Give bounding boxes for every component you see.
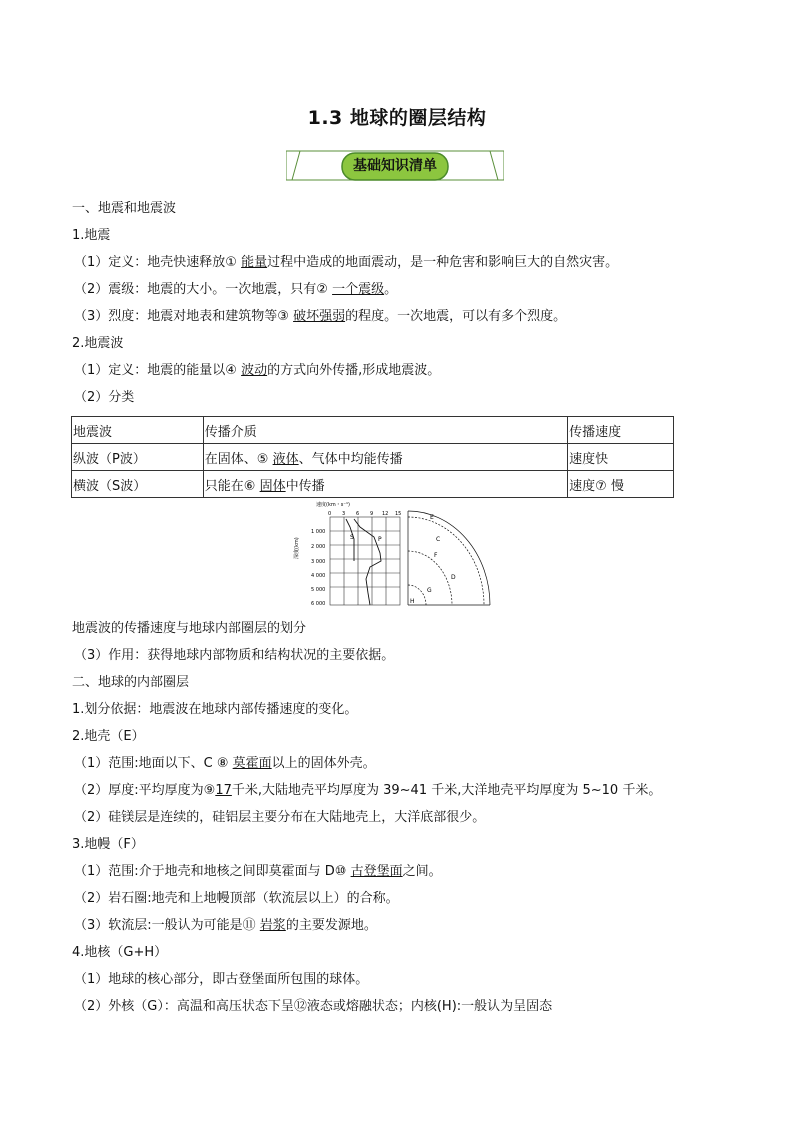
text: （1）范围:介于地壳和地核之间即莫霍面与 D⑩ [74,864,347,879]
text: 以上的固体外壳。 [271,756,376,771]
outer-inner-core-line: （2）外核（G）：高温和高压状态下呈⑫液态或熔融状态；内核(H):一般认为呈固态 [74,999,553,1014]
subheading-mantle: 3.地幔（F） [72,837,144,852]
text: 过程中造成的地面震动，是一种危害和影响巨大的自然灾害。 [267,255,619,270]
answer-8: 莫霍面 [232,756,272,771]
subheading-core: 4.地核（G+H） [72,945,168,960]
section-banner [286,147,504,185]
text: （1）定义：地震的能量以④ [74,363,237,378]
text: （3）软流层:一般认为可能是⑪ [74,918,256,933]
text: 速度⑦ [569,478,607,494]
intensity-line [74,308,566,326]
earth-layers [408,511,490,605]
table-cell: 横波（S波） [72,471,204,498]
text: 的方式向外传播,形成地震波。 [267,363,441,378]
text: 的程度。一次地震，可以有多个烈度。 [345,309,567,324]
table-cell: 速度快 [568,444,674,471]
x-axis-title: 速度(km・s⁻¹) [316,502,350,508]
y-tick: 2 000 [311,544,326,550]
definition-line [74,254,618,272]
header-cell: 传播介质 [203,417,567,444]
x-tick: 15 [395,511,402,517]
crust-layers-line: （2）硅镁层是连续的，硅铝层主要分布在大陆地壳上，大洋底部很少。 [74,810,486,825]
lithosphere-line: （2）岩石圈:地壳和上地幔顶部（软流层以上）的合称。 [74,891,399,906]
y-tick: 6 000 [311,601,326,607]
answer-3: 破坏强弱 [293,309,346,324]
label-e: E [430,514,434,521]
crust-range-line [74,755,376,773]
text: 、气体中均能传播 [298,451,403,467]
text: （3）烈度：地震对地表和建筑物等③ [74,309,289,324]
y-tick: 1 000 [311,529,326,535]
table-cell: 纵波（P波） [72,444,204,471]
answer-11: 岩浆 [259,918,286,933]
classification-line: （2）分类 [74,390,135,405]
seismic-wave-diagram [284,497,494,611]
label-s: S [350,534,354,541]
x-tick: 3 [342,511,346,517]
answer-4: 波动 [241,363,268,378]
table-row [72,444,674,471]
text: （2）厚度:平均厚度为⑨ [74,783,216,798]
table-cell [203,471,567,498]
text: 只能在⑥ [204,478,256,494]
y-tick: 4 000 [311,573,326,579]
text: 的主要发源地。 [285,918,377,933]
header-cell: 传播速度 [568,417,674,444]
text: 千米,大陆地壳平均厚度为 39~41 千米,大洋地壳平均厚度为 5~10 千米。 [231,783,662,798]
label-h: H [410,598,415,605]
magnitude-line [74,281,397,299]
x-tick: 9 [370,511,374,517]
x-tick: 12 [382,511,389,517]
section1-heading: 一、地震和地震波 [72,201,177,216]
wave-curves [346,519,381,605]
text: （2）震级：地震的大小。一次地震，只有② [74,282,328,297]
text: 。 [384,282,398,297]
text: 在固体、⑤ [204,451,269,467]
wave-table [71,416,674,498]
banner-label: 基础知识清单 [353,158,437,174]
answer-7: 慢 [610,478,624,494]
function-line: （3）作用：获得地球内部物质和结构状况的主要依据。 [74,648,395,663]
diagram-caption: 地震波的传播速度与地球内部圈层的划分 [72,621,307,636]
label-d: D [451,574,456,581]
answer-2: 一个震级 [332,282,385,297]
text: （1）定义：地壳快速释放① [74,255,237,270]
mantle-range-line [74,863,442,881]
table-header-row [72,417,674,444]
label-g: G [427,587,432,594]
y-axis-title: 深度(km) [294,537,300,559]
answer-10: 古登堡面 [350,864,403,879]
label-p: P [378,536,382,543]
subheading-earthquake: 1.地震 [72,228,111,243]
answer-9: 17 [215,783,232,798]
label-f: F [434,552,438,559]
text: 之间。 [402,864,442,879]
subheading-crust: 2.地壳（E） [72,729,145,744]
wave-definition-line [74,362,440,380]
crust-thickness-line [74,782,661,800]
header-cell: 地震波 [72,417,204,444]
y-tick: 5 000 [311,587,326,593]
asthenosphere-line [74,917,377,935]
text: （1）范围:地面以下、C ⑧ [74,756,229,771]
division-basis-line: 1.划分依据：地震波在地球内部传播速度的变化。 [72,702,358,717]
table-row [72,471,674,498]
y-tick: 3 000 [311,559,326,565]
subheading-seismic-wave: 2.地震波 [72,336,124,351]
table-cell [568,471,674,498]
x-tick: 6 [356,511,360,517]
answer-1: 能量 [241,255,268,270]
answer-5: 液体 [272,451,299,467]
answer-6: 固体 [259,478,286,494]
core-definition-line: （1）地球的核心部分，即古登堡面所包围的球体。 [74,972,369,987]
x-tick: 0 [328,511,332,517]
text: 中传播 [285,478,325,494]
label-c: C [436,536,441,543]
table-cell [203,444,567,471]
section2-heading: 二、地球的内部圈层 [72,675,190,690]
page-title: 1.3 地球的圈层结构 [307,107,487,129]
